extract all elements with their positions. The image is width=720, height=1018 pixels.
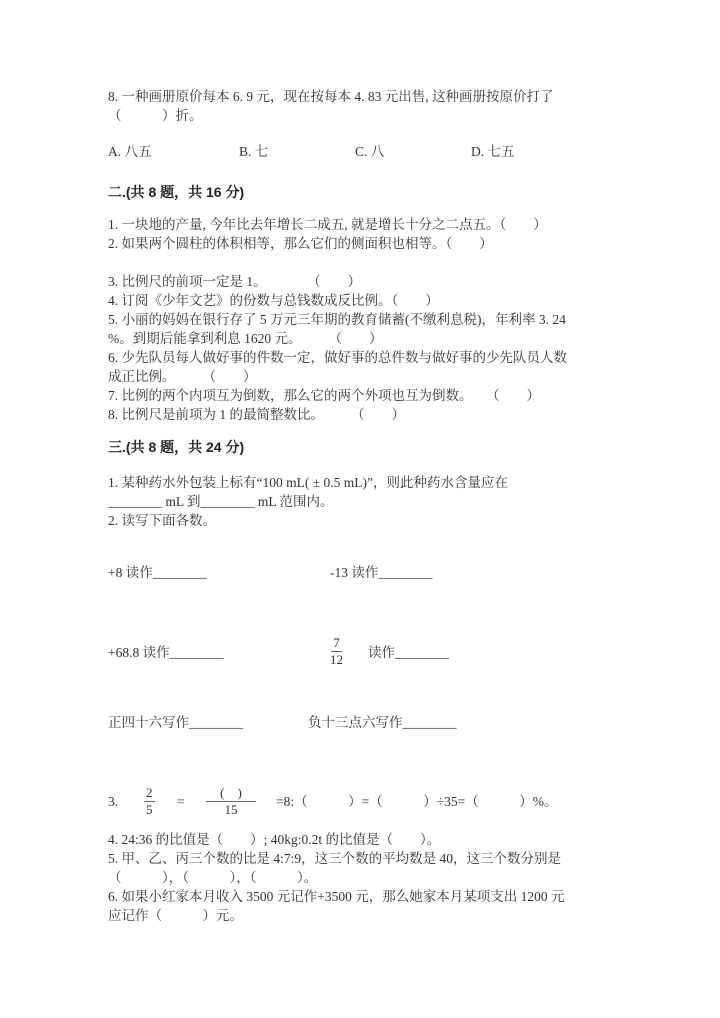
q8-option-a: A. 八五 xyxy=(108,144,152,159)
fraction-numerator: ( ) xyxy=(206,786,256,802)
q8-option-d: D. 七五 xyxy=(471,144,515,159)
section3-title: 三.(共 8 题，共 24 分) xyxy=(108,439,245,455)
fraction-denominator: 15 xyxy=(224,802,238,817)
s3-q2: 2. 读写下面各数。 xyxy=(108,513,216,528)
section2-title: 二.(共 8 题，共 16 分) xyxy=(108,184,245,200)
s2-line: 1. 一块地的产量, 今年比去年增长二成五, 就是增长十分之二点五。（ ） xyxy=(108,217,547,232)
s3-q1-line2: ________ mL 到________ mL 范围内。 xyxy=(108,494,334,509)
s2-line: 8. 比例尺是前项为 1 的最简整数比。 （ ） xyxy=(108,407,405,422)
read-68-8: +68.8 读作________ xyxy=(108,645,224,660)
q8-text-line2: （ ）折。 xyxy=(108,108,203,123)
q8-text-line1: 8. 一种画册原价每本 6. 9 元，现在按每本 4. 83 元出售, 这种画册按原价打了 xyxy=(108,89,554,104)
s2-line: 4. 订阅《少年文艺》的份数与总钱数成反比例。（ ） xyxy=(108,293,439,308)
s3-q3-label: 3. xyxy=(108,794,119,809)
s2-line: 成正比例。 （ ） xyxy=(108,369,257,384)
read-plus8: +8 读作________ xyxy=(108,565,207,580)
fraction-denominator: 5 xyxy=(146,802,153,817)
s3-q6-line1: 6. 如果小红家本月收入 3500 元记作+3500 元，那么她家本月某项支出 1200 元 xyxy=(108,889,565,904)
read-minus13: -13 读作________ xyxy=(330,565,433,580)
fraction-denominator: 12 xyxy=(330,652,343,667)
write-neg13-6: 负十三点六写作________ xyxy=(308,715,457,730)
fraction-2-5 xyxy=(144,786,155,817)
s2-line: 7. 比例的两个内项互为倒数，那么它的两个外项也互为倒数。 （ ） xyxy=(108,388,540,403)
s2-line: 5. 小丽的妈妈在银行存了 5 万元三年期的教育储蓄(不缴利息税)，年利率 3. 24 xyxy=(108,312,566,327)
fraction-numerator: 7 xyxy=(333,635,340,650)
fraction-blank-15 xyxy=(206,786,256,817)
q8-option-c: C. 八 xyxy=(355,144,385,159)
equals-sign: = xyxy=(177,794,185,809)
read-fraction: 读作________ xyxy=(368,645,449,660)
s3-q3-rest: =8:（ ）=（ ）÷35=（ ）%。 xyxy=(276,794,558,809)
write-46: 正四十六写作________ xyxy=(108,715,243,730)
s2-line: 2. 如果两个圆柱的体积相等，那么它们的侧面积也相等。（ ） xyxy=(108,236,493,251)
s3-q4: 4. 24:36 的比值是（ ）; 40kg:0.2t 的比值是（ ）。 xyxy=(108,832,441,847)
s3-q6-line2: 应记作（ ）元。 xyxy=(108,908,243,923)
s2-line: 6. 少先队员每人做好事的件数一定，做好事的总件数与做好事的少先队员人数 xyxy=(108,350,567,365)
s3-q5-line2: （ ），（ ），（ ）。 xyxy=(108,870,318,885)
s3-q1-line1: 1. 某种药水外包装上标有“100 mL( ± 0.5 mL)”，则此种药水含量应在 xyxy=(108,475,509,490)
fraction-numerator: 2 xyxy=(146,785,153,800)
s2-line: %。到期后能拿到利息 1620 元。 （ ） xyxy=(108,331,383,346)
q8-option-b: B. 七 xyxy=(239,144,269,159)
fraction-7-12 xyxy=(330,636,343,667)
s3-q5-line1: 5. 甲、乙、丙三个数的比是 4:7:9，这三个数的平均数是 40，这三个数分别是 xyxy=(108,851,562,866)
s2-line: 3. 比例尺的前项一定是 1。 （ ） xyxy=(108,274,362,289)
